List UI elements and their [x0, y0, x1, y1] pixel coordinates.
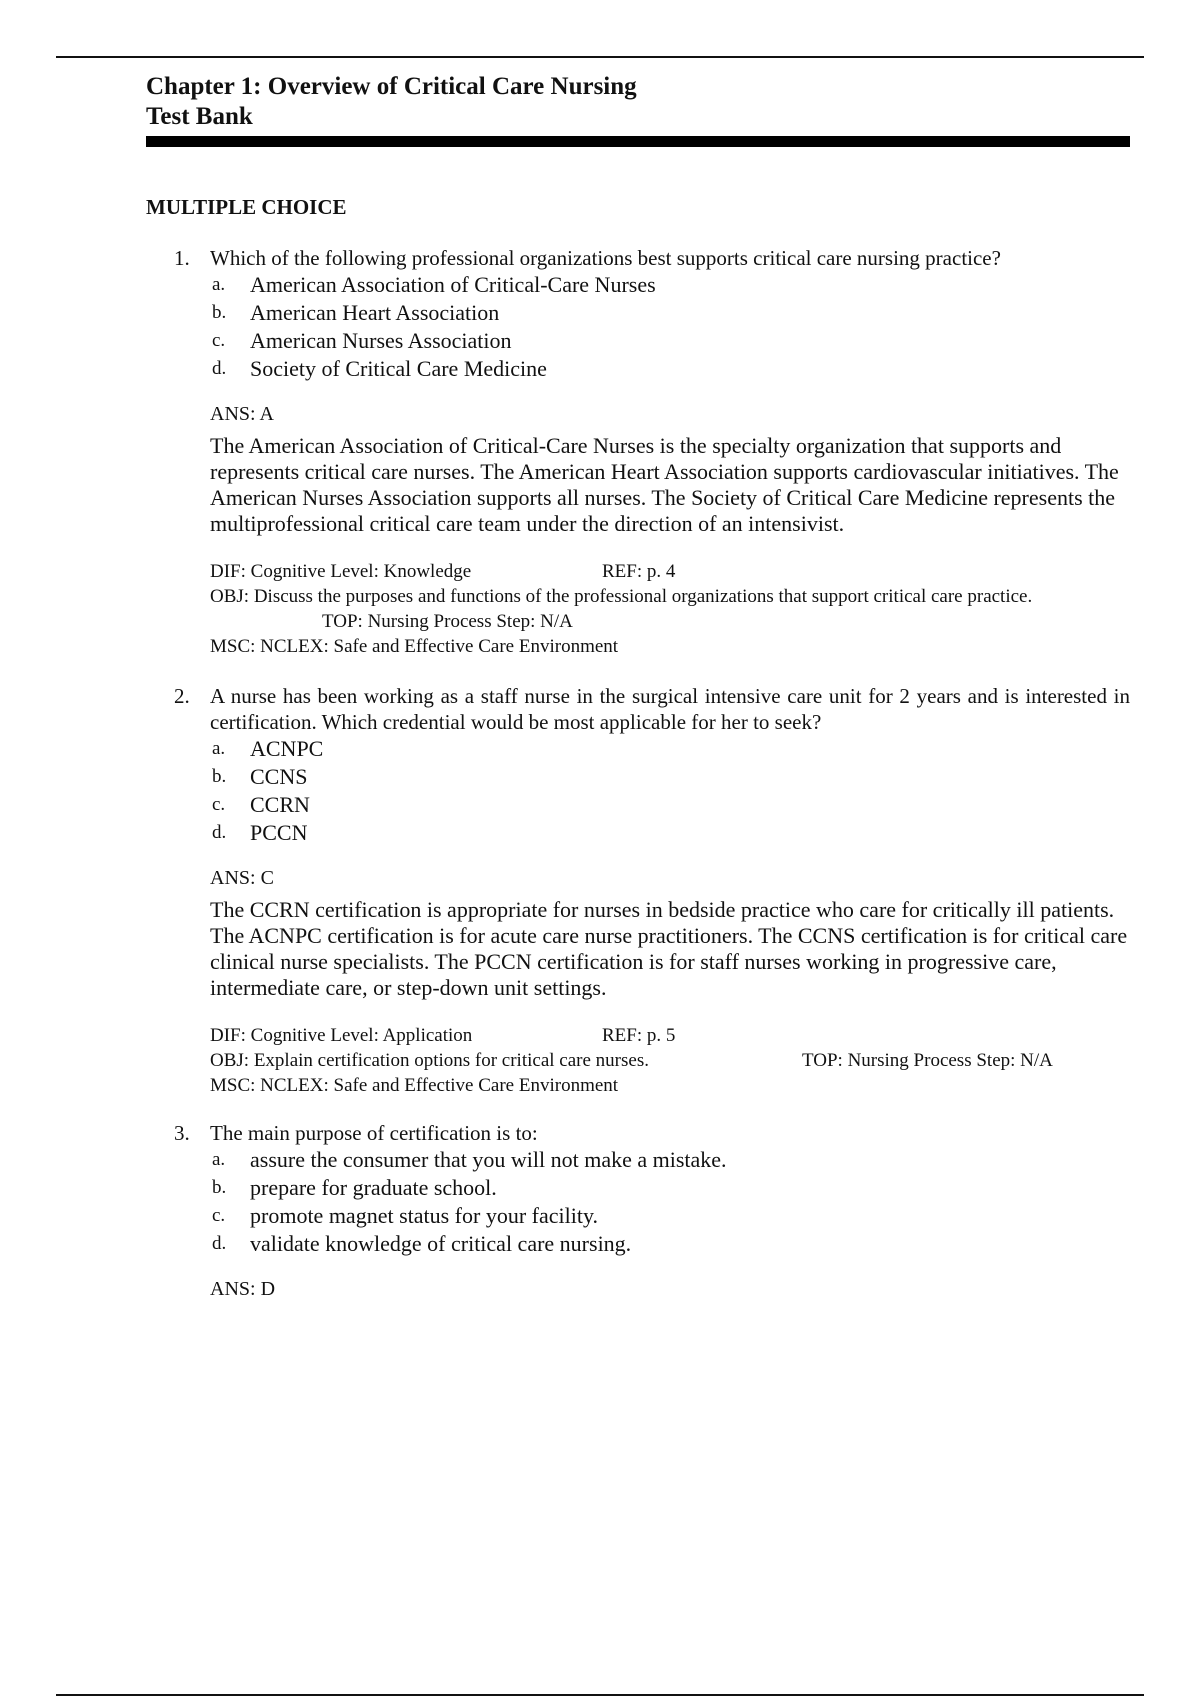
option-c: [210, 327, 1130, 355]
option-text: validate knowledge of critical care nursing.: [250, 1231, 632, 1256]
option-text: Society of Critical Care Medicine: [250, 356, 547, 381]
question-3: [146, 1120, 1130, 1302]
answer-options: [210, 271, 1130, 383]
objective: OBJ: Discuss the purposes and functions of the professional organizations that support critical care practice.: [210, 586, 1033, 607]
option-text: promote magnet status for your facility.: [250, 1203, 599, 1228]
chapter-title: Chapter 1: Overview of Critical Care Nursing: [146, 73, 637, 100]
option-d: [210, 1230, 1130, 1258]
page-reference: REF: p. 5: [602, 1025, 676, 1046]
test-bank-page: [146, 72, 1130, 1302]
answer-key: ANS: C: [210, 867, 274, 889]
chapter-header: [146, 72, 1130, 147]
difficulty-level: DIF: Cognitive Level: Application: [210, 1025, 473, 1046]
topic: TOP: Nursing Process Step: N/A: [802, 1050, 1053, 1071]
option-letter: d.: [212, 822, 227, 843]
option-letter: c.: [212, 330, 226, 351]
rationale: The CCRN certification is appropriate for nurses in bedside practice who care for critically ill patients. The ACNPC certification is for acute care nurse practitioners. The CCNS certification is for critical care clinical nurse specialists. The PCCN certification is for staff nurses working in progressive care, intermediate care, or step-down unit settings.: [210, 897, 1128, 1000]
rationale: The American Association of Critical-Care Nurses is the specialty organization that supports and represents critical care nurses. The American Heart Association supports cardiovascular initiatives. The American Nurses Association supports all nurses. The Society of Critical Care Medicine represents the multiprofessional critical care team under the direction of an intensivist.: [210, 433, 1119, 536]
top-page-rule: [56, 56, 1144, 58]
question-stem: The main purpose of certification is to:: [210, 1121, 538, 1145]
option-letter: c.: [212, 1205, 226, 1226]
option-text: prepare for graduate school.: [250, 1175, 497, 1200]
question-metadata: [210, 1023, 1130, 1098]
option-text: CCRN: [250, 792, 310, 817]
question-1: [146, 245, 1130, 659]
option-a: [210, 1146, 1130, 1174]
page-reference: REF: p. 4: [602, 561, 676, 582]
bottom-page-rule: [56, 1694, 1144, 1696]
option-letter: c.: [212, 794, 226, 815]
option-letter: b.: [212, 302, 227, 323]
question-stem: Which of the following professional organizations best supports critical care nursing practice?: [210, 246, 1001, 270]
option-text: American Association of Critical-Care Nurses: [250, 272, 656, 297]
question-metadata: [210, 559, 1130, 659]
option-letter: b.: [212, 766, 227, 787]
question-number: 3.: [174, 1121, 190, 1145]
answer-key: ANS: D: [210, 1278, 276, 1300]
difficulty-level: DIF: Cognitive Level: Knowledge: [210, 561, 472, 582]
answer-key: ANS: A: [210, 403, 274, 425]
document-subtitle: Test Bank: [146, 103, 253, 130]
question-stem: A nurse has been working as a staff nurse in the surgical intensive care unit for 2 years and is interested in certification. Which credential would be most applicable for her to seek?: [210, 684, 1130, 734]
objective: OBJ: Explain certification options for critical care nurses.: [210, 1050, 649, 1071]
msc-category: MSC: NCLEX: Safe and Effective Care Environment: [210, 1075, 619, 1096]
option-b: [210, 299, 1130, 327]
option-text: assure the consumer that you will not make a mistake.: [250, 1147, 727, 1172]
option-letter: a.: [212, 738, 226, 759]
option-a: [210, 271, 1130, 299]
option-letter: d.: [212, 1233, 227, 1254]
option-text: American Nurses Association: [250, 328, 512, 353]
option-letter: d.: [212, 358, 227, 379]
option-text: PCCN: [250, 820, 308, 845]
option-b: [210, 1174, 1130, 1202]
question-number: 1.: [174, 246, 190, 270]
option-c: [210, 791, 1130, 819]
option-letter: a.: [212, 274, 226, 295]
option-letter: b.: [212, 1177, 227, 1198]
topic: TOP: Nursing Process Step: N/A: [322, 611, 573, 632]
option-d: [210, 819, 1130, 847]
section-heading: MULTIPLE CHOICE: [146, 195, 347, 219]
option-d: [210, 355, 1130, 383]
header-thick-rule: [146, 136, 1130, 147]
option-letter: a.: [212, 1149, 226, 1170]
answer-options: [210, 735, 1130, 847]
option-b: [210, 763, 1130, 791]
option-c: [210, 1202, 1130, 1230]
msc-category: MSC: NCLEX: Safe and Effective Care Environment: [210, 636, 619, 657]
option-text: CCNS: [250, 764, 308, 789]
option-text: ACNPC: [250, 736, 324, 761]
question-number: 2.: [174, 684, 190, 708]
answer-options: [210, 1146, 1130, 1258]
option-a: [210, 735, 1130, 763]
question-2: [146, 683, 1130, 1098]
option-text: American Heart Association: [250, 300, 500, 325]
